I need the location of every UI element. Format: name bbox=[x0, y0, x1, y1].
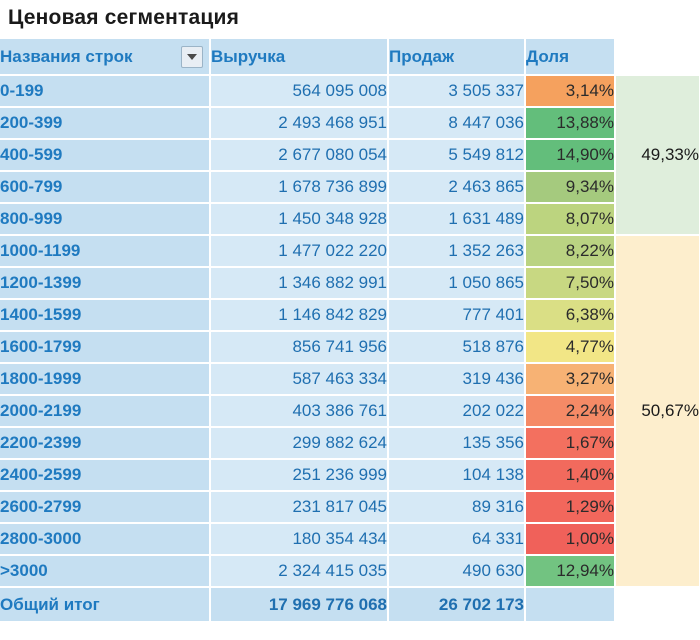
cell-sales: 64 331 bbox=[388, 523, 525, 555]
cell-revenue: 2 677 080 054 bbox=[210, 139, 388, 171]
cell-sales: 1 631 489 bbox=[388, 203, 525, 235]
cell-segment-label: 1600-1799 bbox=[0, 331, 210, 363]
column-header-revenue[interactable]: Выручка bbox=[210, 39, 388, 75]
cell-segment-label: 2800-3000 bbox=[0, 523, 210, 555]
total-revenue: 17 969 776 068 bbox=[210, 587, 388, 621]
cell-revenue: 564 095 008 bbox=[210, 75, 388, 107]
cell-share: 1,00% bbox=[525, 523, 615, 555]
cell-segment-label: 2200-2399 bbox=[0, 427, 210, 459]
cell-share: 9,34% bbox=[525, 171, 615, 203]
table-row bbox=[0, 107, 700, 139]
cell-sales: 1 050 865 bbox=[388, 267, 525, 299]
cell-revenue: 1 678 736 899 bbox=[210, 171, 388, 203]
table-row bbox=[0, 523, 700, 555]
column-header-sales[interactable]: Продаж bbox=[388, 39, 525, 75]
table-row bbox=[0, 203, 700, 235]
cell-segment-label: 1400-1599 bbox=[0, 299, 210, 331]
column-header-row-labels-text: Названия строк bbox=[0, 46, 133, 66]
cell-share: 8,22% bbox=[525, 235, 615, 267]
column-header-row-labels[interactable] bbox=[0, 39, 210, 75]
table-row bbox=[0, 75, 700, 107]
filter-dropdown-icon[interactable] bbox=[181, 46, 203, 68]
column-header-group bbox=[615, 39, 700, 75]
cell-sales: 5 549 812 bbox=[388, 139, 525, 171]
cell-segment-label: 2000-2199 bbox=[0, 395, 210, 427]
total-sales: 26 702 173 bbox=[388, 587, 525, 621]
cell-sales: 89 316 bbox=[388, 491, 525, 523]
cell-revenue: 180 354 434 bbox=[210, 523, 388, 555]
cell-revenue: 587 463 334 bbox=[210, 363, 388, 395]
cell-sales: 3 505 337 bbox=[388, 75, 525, 107]
table-row bbox=[0, 427, 700, 459]
cell-revenue: 299 882 624 bbox=[210, 427, 388, 459]
cell-revenue: 403 386 761 bbox=[210, 395, 388, 427]
cell-sales: 319 436 bbox=[388, 363, 525, 395]
table-body bbox=[0, 75, 700, 587]
cell-share: 1,29% bbox=[525, 491, 615, 523]
cell-revenue: 1 346 882 991 bbox=[210, 267, 388, 299]
cell-revenue: 1 450 348 928 bbox=[210, 203, 388, 235]
cell-sales: 518 876 bbox=[388, 331, 525, 363]
cell-share: 1,67% bbox=[525, 427, 615, 459]
cell-segment-label: 1000-1199 bbox=[0, 235, 210, 267]
cell-share: 2,24% bbox=[525, 395, 615, 427]
cell-segment-label: 2600-2799 bbox=[0, 491, 210, 523]
group-total-lower: 50,67% bbox=[615, 235, 700, 587]
cell-segment-label: 1200-1399 bbox=[0, 267, 210, 299]
total-label: Общий итог bbox=[0, 587, 210, 621]
cell-share: 12,94% bbox=[525, 555, 615, 587]
column-header-share[interactable]: Доля bbox=[525, 39, 615, 75]
table-row bbox=[0, 363, 700, 395]
cell-share: 4,77% bbox=[525, 331, 615, 363]
cell-segment-label: 600-799 bbox=[0, 171, 210, 203]
table-row bbox=[0, 331, 700, 363]
cell-share: 13,88% bbox=[525, 107, 615, 139]
table-row bbox=[0, 459, 700, 491]
cell-segment-label: 0-199 bbox=[0, 75, 210, 107]
page-title: Ценовая сегментация bbox=[8, 6, 240, 29]
cell-revenue: 2 324 415 035 bbox=[210, 555, 388, 587]
table-row bbox=[0, 299, 700, 331]
cell-segment-label: 400-599 bbox=[0, 139, 210, 171]
table-row bbox=[0, 395, 700, 427]
table-header-row bbox=[0, 39, 700, 75]
table-row bbox=[0, 491, 700, 523]
cell-share: 8,07% bbox=[525, 203, 615, 235]
cell-sales: 490 630 bbox=[388, 555, 525, 587]
cell-sales: 202 022 bbox=[388, 395, 525, 427]
cell-revenue: 1 146 842 829 bbox=[210, 299, 388, 331]
table-row bbox=[0, 267, 700, 299]
cell-revenue: 251 236 999 bbox=[210, 459, 388, 491]
table-row bbox=[0, 555, 700, 587]
cell-sales: 1 352 263 bbox=[388, 235, 525, 267]
table-row bbox=[0, 171, 700, 203]
table-row bbox=[0, 235, 700, 267]
total-share bbox=[525, 587, 615, 621]
cell-share: 1,40% bbox=[525, 459, 615, 491]
total-group bbox=[615, 587, 700, 621]
cell-revenue: 856 741 956 bbox=[210, 331, 388, 363]
cell-share: 3,27% bbox=[525, 363, 615, 395]
cell-sales: 777 401 bbox=[388, 299, 525, 331]
pivot-table bbox=[0, 39, 700, 621]
table-total-row bbox=[0, 587, 700, 621]
group-total-upper: 49,33% bbox=[615, 75, 700, 235]
cell-sales: 8 447 036 bbox=[388, 107, 525, 139]
cell-sales: 135 356 bbox=[388, 427, 525, 459]
cell-revenue: 2 493 468 951 bbox=[210, 107, 388, 139]
cell-segment-label: 1800-1999 bbox=[0, 363, 210, 395]
cell-segment-label: 800-999 bbox=[0, 203, 210, 235]
cell-segment-label: >3000 bbox=[0, 555, 210, 587]
cell-segment-label: 2400-2599 bbox=[0, 459, 210, 491]
cell-share: 7,50% bbox=[525, 267, 615, 299]
cell-sales: 104 138 bbox=[388, 459, 525, 491]
cell-share: 3,14% bbox=[525, 75, 615, 107]
cell-revenue: 1 477 022 220 bbox=[210, 235, 388, 267]
cell-sales: 2 463 865 bbox=[388, 171, 525, 203]
table-row bbox=[0, 139, 700, 171]
cell-share: 14,90% bbox=[525, 139, 615, 171]
cell-segment-label: 200-399 bbox=[0, 107, 210, 139]
cell-revenue: 231 817 045 bbox=[210, 491, 388, 523]
cell-share: 6,38% bbox=[525, 299, 615, 331]
